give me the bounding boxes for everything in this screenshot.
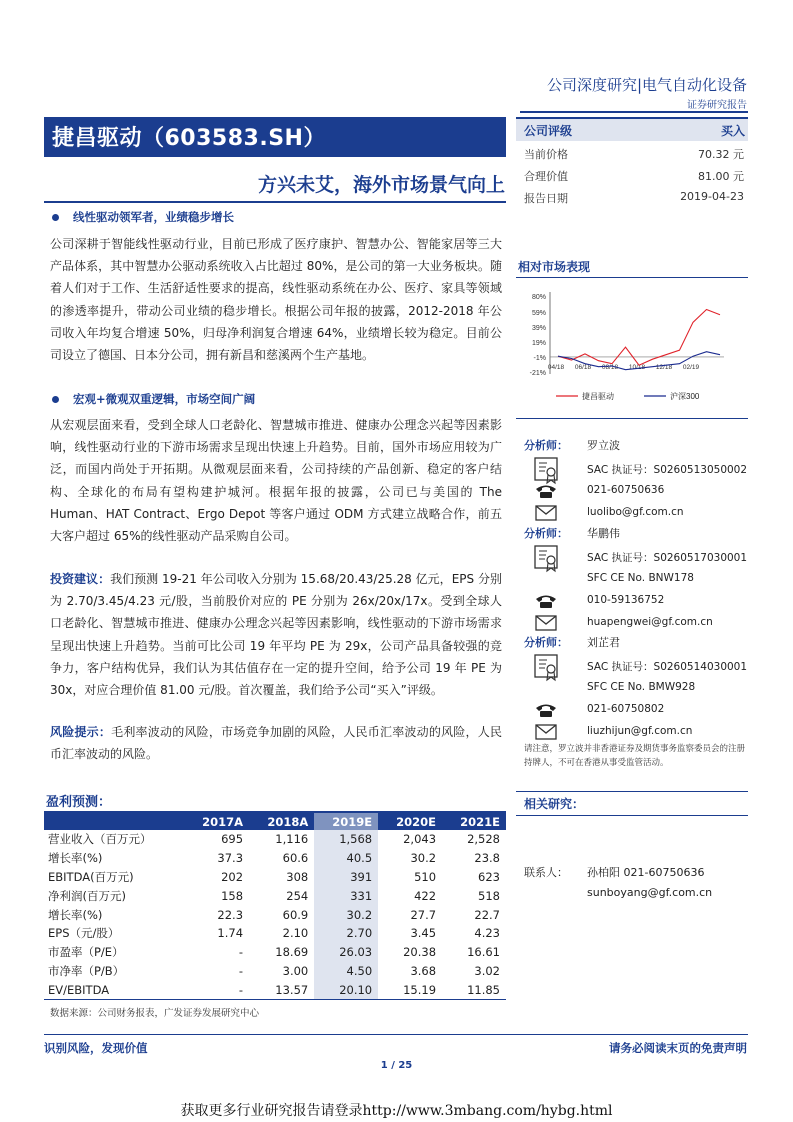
contact-phone: 孙柏阳 021-60750636 <box>587 866 705 879</box>
y-tick-label: 39% <box>531 324 546 332</box>
y-tick-label: -21% <box>529 370 546 377</box>
x-tick-label: 04/18 <box>547 364 565 371</box>
forecast-title: 盈利预测： <box>46 795 112 810</box>
table-cell: 27.7 <box>410 907 437 922</box>
table-row <box>44 830 506 849</box>
rating-key: 当前价格 <box>524 148 568 161</box>
table-cell: 30.2 <box>314 905 378 924</box>
table-cell: 510 <box>414 869 437 884</box>
y-tick-label: -1% <box>533 354 546 362</box>
footer-rule <box>44 1034 748 1035</box>
section-body: 公司深耕于智能线性驱动行业，目前已形成了医疗康护、智慧办公、智能家居等三大产品体系，其中智慧办公驱动系统收入占比超过 80%，是公司的第一大业务板块。随着人们对于工作、生活舒适性要求的提高，线性驱动系统在办公、医疗、家具等领域的渗透率提升，带动公司业绩的稳步增长。根据公司年报的披露，2012-2018 年公司收入年均复合增速 50%，归母净利润复合增速 64%，业绩增长较为稳定。目前公司设立了德国、日本分公司，拥有新昌和慈溪两个生产基地。 <box>50 237 502 363</box>
table-header: 2017A <box>184 813 249 830</box>
table-cell: 623 <box>478 869 500 884</box>
analyst-name: 罗立波 <box>587 439 620 452</box>
row-label: 市盈率（P/E） <box>48 945 124 960</box>
x-tick-label: 10/18 <box>628 364 646 371</box>
certificate-icon <box>533 654 559 684</box>
analyst-label: 分析师： <box>524 527 568 540</box>
y-tick-label: 59% <box>531 309 546 317</box>
header-rule <box>520 111 748 113</box>
table-row <box>44 868 506 887</box>
analyst-license: SAC 执证号：S0260517030001 <box>587 552 748 564</box>
contact-label: 联系人： <box>524 866 568 879</box>
chart-title: 相对市场表现 <box>518 260 591 274</box>
related-title: 相关研究： <box>524 797 585 811</box>
chart-bottom-rule <box>516 418 748 419</box>
analyst-phone: 010-59136752 <box>587 594 665 606</box>
table-cell: 202 <box>221 869 244 884</box>
investment-advice <box>50 568 502 701</box>
analyst-email[interactable]: luolibo@gf.com.cn <box>587 506 684 518</box>
report-headline: 方兴未艾，海外市场景气向上 <box>257 174 505 196</box>
table-cell: 158 <box>221 888 244 903</box>
rating-key: 报告日期 <box>524 192 568 205</box>
table-cell: 60.6 <box>282 851 309 866</box>
table-cell: 1,568 <box>314 830 378 849</box>
chart-title-rule <box>516 277 748 278</box>
table-row <box>44 980 506 999</box>
table-cell: 20.38 <box>403 945 437 960</box>
x-tick-label: 02/19 <box>682 364 700 371</box>
table-header: 2020E <box>378 813 442 830</box>
page-number: 1 / 25 <box>380 1060 413 1071</box>
table-cell: 2.70 <box>314 924 378 943</box>
risk-warning <box>50 721 502 765</box>
section-heading-text: 线性驱动领军者，业绩稳步增长 <box>73 210 234 224</box>
analyst-license: SFC CE No. BMW928 <box>587 681 696 693</box>
row-label: 净利润(百万元) <box>48 888 126 903</box>
y-tick-label: 80% <box>531 294 546 301</box>
analyst-email[interactable]: huapengwei@gf.com.cn <box>587 616 713 628</box>
row-label: EPS（元/股） <box>48 926 120 941</box>
table-cell: 23.8 <box>474 851 500 866</box>
table-cell: - <box>184 980 249 999</box>
risk-label: 风险提示： <box>50 725 112 739</box>
analyst-label: 分析师： <box>524 636 568 649</box>
section-heading <box>52 209 234 225</box>
table-cell: 1.74 <box>217 926 244 941</box>
rating-val: 70.32 元 <box>698 148 744 161</box>
table-cell: 254 <box>286 888 309 903</box>
table-cell: 3.68 <box>410 963 437 978</box>
report-category: 公司深度研究|电气自动化设备 <box>546 76 747 94</box>
analyst-label: 分析师： <box>524 439 568 452</box>
analyst-license: SAC 执证号：S0260514030001 <box>587 661 748 673</box>
investment-label: 投资建议： <box>50 572 111 586</box>
rating-key: 合理价值 <box>524 170 568 183</box>
company-title: 捷昌驱动（603583.SH） <box>52 126 326 151</box>
x-tick-label: 06/18 <box>574 364 592 371</box>
table-cell: 3.45 <box>410 926 437 941</box>
risk-body: 毛利率波动的风险，市场竞争加剧的风险，人民币汇率波动的风险，人民币汇率波动的风险。 <box>50 725 502 762</box>
table-header: 2019E <box>314 813 378 830</box>
table-cell: 1,116 <box>275 832 309 847</box>
table-cell: 40.5 <box>314 849 378 868</box>
bullet-icon <box>52 214 59 221</box>
table-row <box>44 886 506 905</box>
table-cell: 20.10 <box>314 980 378 999</box>
row-label: 营业收入（百万元） <box>48 832 152 847</box>
analyst-email[interactable]: liuzhijun@gf.com.cn <box>587 725 693 737</box>
contact-email: sunboyang@gf.com.cn <box>587 886 713 899</box>
table-cell: 2,043 <box>403 832 437 847</box>
table-cell: 3.00 <box>282 963 309 978</box>
rating-val: 2019-04-23 <box>680 190 744 203</box>
rating-row <box>524 190 744 206</box>
analyst-name: 华鹏伟 <box>587 527 620 540</box>
table-cell: 16.61 <box>467 945 500 960</box>
report-type: 证券研究报告 <box>687 100 747 111</box>
table-cell: 518 <box>478 888 500 903</box>
analyst-phone: 021-60750802 <box>587 703 665 715</box>
section-body: 从宏观层面来看，受到全球人口老龄化、智慧城市推进、健康办公理念兴起等因素影响，线性驱动行业的下游市场需求呈现出快速上升趋势。目前，国外市场应用较为广泛，而国内尚处于开拓期。从微观层面来看，公司持续的产品创新、稳定的客户结构、全球化的布局有望构建护城河。根据年报的披露，公司已与美国的 The Human、HAT Contract、Ergo Depot 等客户通过 ODM 方式建立战略合作，前五大客户超过 65%的线性驱动产品采购自公司。 <box>50 418 502 544</box>
table-cell: 60.9 <box>282 907 309 922</box>
rating-val: 81.00 元 <box>698 170 744 183</box>
row-label: 市净率（P/B） <box>48 963 125 978</box>
telephone-icon <box>533 701 559 719</box>
y-tick-label: 19% <box>531 339 546 347</box>
table-cell: 422 <box>414 888 437 903</box>
row-label: EV/EBITDA <box>44 980 184 999</box>
table-row <box>44 943 506 962</box>
related-top-rule <box>516 791 748 792</box>
envelope-icon <box>533 614 559 632</box>
telephone-icon <box>533 592 559 610</box>
row-label: 增长率(%) <box>48 851 103 866</box>
related-rule <box>516 815 748 816</box>
footer-disclaimer: 请务必阅读末页的免责声明 <box>609 1041 747 1055</box>
table-cell: 30.2 <box>410 851 437 866</box>
table-corner <box>44 813 184 830</box>
certificate-icon <box>533 545 559 575</box>
download-link[interactable]: 获取更多行业研究报告请登录http://www.3mbang.com/hybg.html <box>180 1103 613 1119</box>
table-cell: 26.03 <box>314 943 378 962</box>
analyst-license: SFC CE No. BNW178 <box>587 572 694 584</box>
table-header: 2018A <box>249 813 314 830</box>
section-heading <box>52 391 255 407</box>
bullet-icon <box>52 396 59 403</box>
forecast-source: 数据来源：公司财务报表，广发证券发展研究中心 <box>50 1008 260 1019</box>
certificate-icon <box>533 457 559 487</box>
x-tick-label: 12/18 <box>655 364 673 371</box>
investment-body: 我们预测 19-21 年公司收入分别为 15.68/20.43/25.28 亿元，EPS 分别为 2.70/3.45/4.23 元/股，当前股价对应的 PE 分别为 26x/20x/17x。受到全球人口老龄化、智慧城市推进、健康办公理念兴起等因素影响，线性驱动的下游市场需求呈现出快速上升趋势。当前可比公司 19 年平均 PE 为 29x，公司产品具备较强的竞争力，客户结构优异，我们认为其估值存在一定的提升空间，给予公司 19 年 PE 为 30x，对应合理价值 81.00 元/股。首次覆盖，我们给予公司“买入”评级。 <box>50 572 502 698</box>
table-cell: 15.19 <box>378 980 442 999</box>
x-tick-label: 08/18 <box>601 364 619 371</box>
analyst-phone: 021-60750636 <box>587 484 665 496</box>
title-underline <box>44 201 506 203</box>
table-row <box>44 905 506 924</box>
rating-label: 公司评级 <box>524 124 573 138</box>
table-cell: - <box>238 945 244 960</box>
table-cell: 37.3 <box>217 851 244 866</box>
table-cell: 391 <box>314 868 378 887</box>
rating-value: 买入 <box>720 124 745 138</box>
table-row <box>44 924 506 943</box>
table-cell: 3.02 <box>474 963 500 978</box>
analyst-license: SAC 执证号：S0260513050002 <box>587 464 748 476</box>
table-cell: - <box>238 963 244 978</box>
table-cell: 18.69 <box>275 945 309 960</box>
legend-index-label: 沪深300 <box>670 392 700 401</box>
footer-slogan: 识别风险，发现价值 <box>44 1041 148 1055</box>
table-cell: 22.3 <box>217 907 244 922</box>
table-header: 2021E <box>442 813 506 830</box>
table-cell: 4.23 <box>474 926 500 941</box>
table-cell: 11.85 <box>442 980 506 999</box>
section-heading-text: 宏观+微观双重逻辑，市场空间广阔 <box>73 392 256 406</box>
table-cell: 308 <box>286 869 309 884</box>
legend-stock-label: 捷昌驱动 <box>582 392 614 401</box>
row-label: 增长率(%) <box>48 907 103 922</box>
rating-row <box>524 146 744 162</box>
table-cell: 22.7 <box>474 907 500 922</box>
relative-performance-chart <box>516 284 748 410</box>
analyst-name: 刘芷君 <box>587 636 620 649</box>
rating-row <box>524 168 744 184</box>
table-cell: 695 <box>221 832 244 847</box>
envelope-icon <box>533 504 559 522</box>
envelope-icon <box>533 723 559 741</box>
table-cell: 331 <box>314 886 378 905</box>
table-row <box>44 849 506 868</box>
table-cell: 4.50 <box>314 962 378 981</box>
forecast-table <box>44 813 506 1000</box>
table-cell: 2.10 <box>282 926 309 941</box>
analyst-disclaimer: 请注意，罗立波并非香港证券及期货事务监察委员会的注册持牌人，不可在香港从事受监管活动。 <box>524 744 746 768</box>
table-cell: 2,528 <box>467 832 500 847</box>
table-cell: 13.57 <box>249 980 314 999</box>
table-row <box>44 962 506 981</box>
row-label: EBITDA(百万元) <box>48 869 134 884</box>
